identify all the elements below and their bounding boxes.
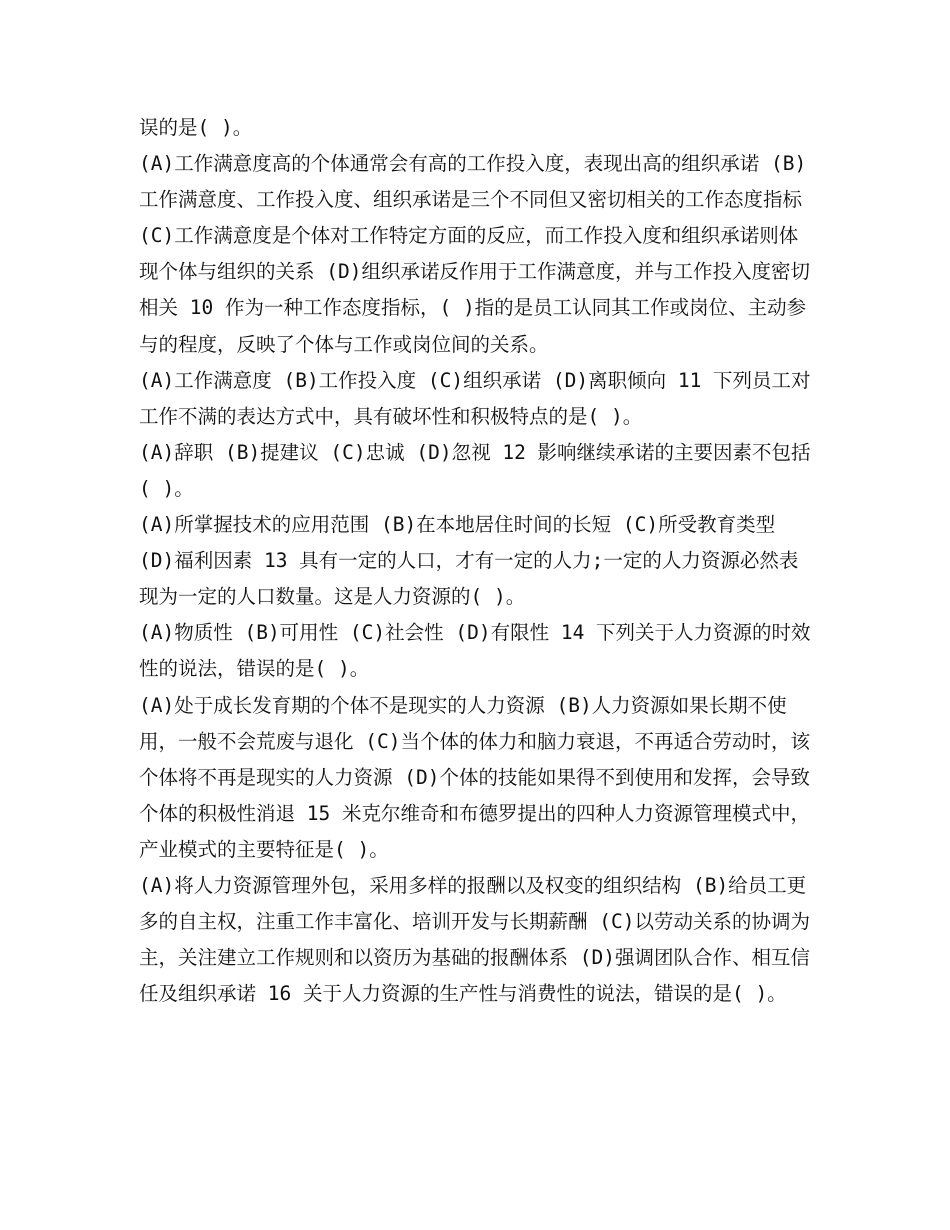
paragraph-question-9-options: (A)工作满意度高的个体通常会有高的工作投入度，表现出高的组织承诺 (B)工作满意度、工作投入度、组织承诺是三个不同但又密切相关的工作态度指标 (C)工作满意度是个体对工作特定方面的反应，而工作投入度和组织承诺则体现个体与组织的关系 (D)组织承诺反作用于工作满意度，并与工作投入度密切相关 10 作为一种工作态度指标，( )指的是员工认同其工作或岗位、主动参与的程度，反映了个体与工作或岗位间的关系。 [139,152,814,356]
paragraph-question-13-options: (A)物质性 (B)可用性 (C)社会性 (D)有限性 14 下列关于人力资源的时效性的说法，错误的是( )。 [139,621,811,681]
paragraph-question-15-options: (A)将人力资源管理外包，采用多样的报酬以及权变的组织结构 (B)给员工更多的自主权，注重工作丰富化、培训开发与长期薪酬 (C)以劳动关系的协调为主，关注建立工作规则和以资历为基础的报酬体系 (D)强调团队合作、相互信任及组织承诺 16 关于人力资源的生产性与消费性的说法，错误的是( )。 [139,873,810,1006]
paragraph-question-10-options: (A)工作满意度 (B)工作投入度 (C)组织承诺 (D)离职倾向 11 下列员工对工作不满的表达方式中，具有破坏性和积极特点的是( )。 [139,368,811,428]
paragraph-question-9-tail: 误的是( )。 [139,116,253,139]
document-page [139,110,815,1012]
paragraph-question-12-options: (A)所掌握技术的应用范围 (B)在本地居住时间的长短 (C)所受教育类型 (D)福利因素 13 具有一定的人口，才有一定的人力;一定的人力资源必然表现为一定的人口数量。这是人力资源的( )。 [139,513,799,609]
paragraph-question-14-options: (A)处于成长发育期的个体不是现实的人力资源 (B)人力资源如果长期不使用，一般不会荒废与退化 (C)当个体的体力和脑力衰退，不再适合劳动时，该个体将不再是现实的人力资源 (D)个体的技能如果得不到使用和发挥，会导致个体的积极性消退 15 米克尔维奇和布德罗提出的四种人力资源管理模式中，产业模式的主要特征是( )。 [139,693,810,861]
paragraph-question-11-options: (A)辞职 (B)提建议 (C)忠诚 (D)忽视 12 影响继续承诺的主要因素不包括( )。 [139,440,811,500]
